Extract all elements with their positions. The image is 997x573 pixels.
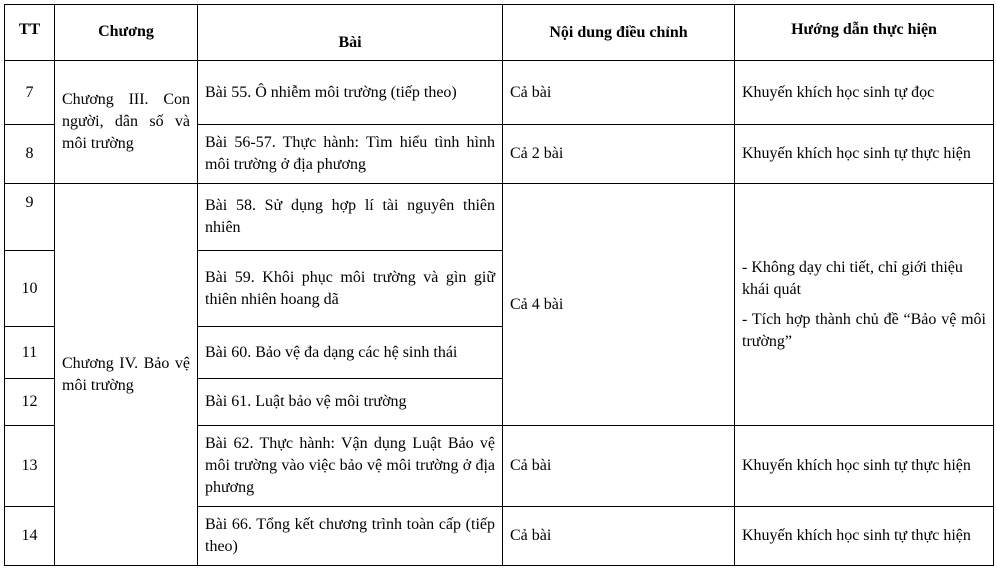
row-tt: 9: [5, 184, 55, 251]
row-bai: Bài 55. Ô nhiễm môi trường (tiếp theo): [198, 61, 503, 125]
table-row: [5, 184, 994, 251]
row-bai: Bài 61. Luật bảo vệ môi trường: [198, 379, 503, 426]
header-tt: TT: [5, 5, 55, 61]
header-chuong: Chương: [55, 5, 198, 61]
group-noi-dung: Cả 4 bài: [503, 184, 735, 426]
chapter-3-cell: Chương III. Con người, dân số và môi trường: [55, 61, 198, 184]
row-huong-dan: Khuyến khích học sinh tự thực hiện: [735, 507, 994, 566]
row-tt: 10: [5, 251, 55, 327]
row-bai: Bài 66. Tổng kết chương trình toàn cấp (tiếp theo): [198, 507, 503, 566]
row-bai: Bài 62. Thực hành: Vận dụng Luật Bảo vệ môi trường vào việc bảo vệ môi trường ở địa phương: [198, 426, 503, 507]
chapter-4-cell: Chương IV. Bảo vệ môi trường: [55, 184, 198, 566]
row-noi-dung: Cả 2 bài: [503, 125, 735, 184]
table-row: [5, 61, 994, 125]
header-bai: Bài: [198, 5, 503, 61]
row-tt: 7: [5, 61, 55, 125]
row-bai: Bài 59. Khôi phục môi trường và gìn giữ thiên nhiên hoang dã: [198, 251, 503, 327]
row-noi-dung: Cả bài: [503, 507, 735, 566]
row-noi-dung: Cả bài: [503, 426, 735, 507]
row-tt: 13: [5, 426, 55, 507]
group-huong-dan: [735, 184, 994, 426]
guide-line-1: - Không dạy chi tiết, chỉ giới thiệu khái quát: [742, 258, 963, 298]
row-bai: Bài 56-57. Thực hành: Tìm hiểu tình hình môi trường ở địa phương: [198, 125, 503, 184]
guide-line-2: - Tích hợp thành chủ đề “Bảo vệ môi trường”: [742, 310, 986, 350]
row-tt: 11: [5, 327, 55, 379]
row-huong-dan: Khuyến khích học sinh tự đọc: [735, 61, 994, 125]
header-huong-dan: Hướng dẫn thực hiện: [735, 5, 994, 61]
row-tt: 12: [5, 379, 55, 426]
row-tt: 14: [5, 507, 55, 566]
header-row: [5, 5, 994, 61]
row-noi-dung: Cả bài: [503, 61, 735, 125]
header-noi-dung: Nội dung điều chỉnh: [503, 5, 735, 61]
adjustment-table: [4, 4, 994, 566]
row-huong-dan: Khuyến khích học sinh tự thực hiện: [735, 426, 994, 507]
row-huong-dan: Khuyến khích học sinh tự thực hiện: [735, 125, 994, 184]
row-bai: Bài 60. Bảo vệ đa dạng các hệ sinh thái: [198, 327, 503, 379]
row-bai: Bài 58. Sử dụng hợp lí tài nguyên thiên nhiên: [198, 184, 503, 251]
row-tt: 8: [5, 125, 55, 184]
